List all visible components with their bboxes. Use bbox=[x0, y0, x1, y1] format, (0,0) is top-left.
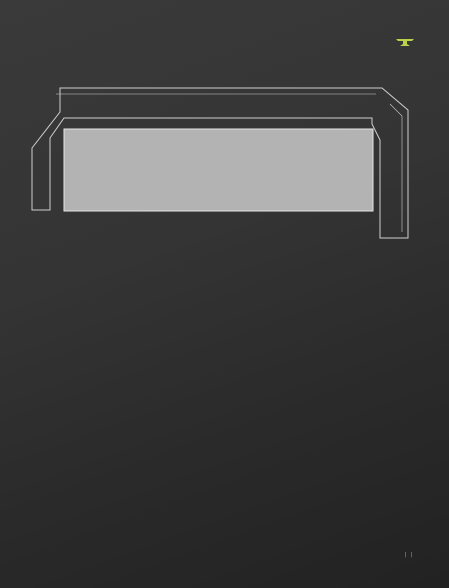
building-logo-icon bbox=[396, 38, 414, 47]
site-plan bbox=[20, 80, 420, 245]
page-footer: | | bbox=[404, 552, 413, 558]
